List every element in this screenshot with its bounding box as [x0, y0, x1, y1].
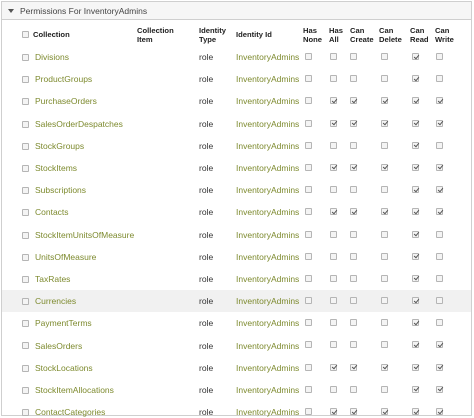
- table-row[interactable]: [2, 290, 471, 312]
- can-read-checkbox[interactable]: [412, 386, 419, 393]
- row-select-checkbox[interactable]: [22, 365, 29, 372]
- can-delete-checkbox[interactable]: [381, 120, 388, 127]
- has-none-checkbox[interactable]: [305, 53, 312, 60]
- has-none-checkbox[interactable]: [305, 364, 312, 371]
- can-delete-checkbox[interactable]: [381, 231, 388, 238]
- can-create-checkbox[interactable]: [350, 53, 357, 60]
- header-has-all[interactable]: Has All: [329, 26, 343, 44]
- can-delete-checkbox[interactable]: [381, 408, 388, 415]
- has-none-checkbox[interactable]: [305, 186, 312, 193]
- has-all-checkbox[interactable]: [330, 253, 337, 260]
- can-write-checkbox[interactable]: [436, 164, 443, 171]
- identity-id-link[interactable]: InventoryAdmins: [236, 251, 300, 262]
- has-none-checkbox[interactable]: [305, 319, 312, 326]
- collection-link[interactable]: ProductGroups: [35, 74, 93, 85]
- identity-type-cell: role: [199, 296, 214, 307]
- can-create-checkbox[interactable]: [350, 120, 357, 127]
- can-write-checkbox[interactable]: [436, 120, 443, 127]
- can-create-checkbox[interactable]: [350, 208, 357, 215]
- identity-id-link[interactable]: InventoryAdmins: [236, 229, 300, 240]
- collection-link[interactable]: StockItems: [35, 163, 78, 174]
- has-all-checkbox[interactable]: [330, 341, 337, 348]
- identity-type-cell: role: [199, 273, 214, 284]
- row-select-checkbox[interactable]: [22, 232, 29, 239]
- identity-id-link[interactable]: InventoryAdmins: [236, 52, 300, 63]
- can-delete-checkbox[interactable]: [381, 275, 388, 282]
- has-none-checkbox[interactable]: [305, 208, 312, 215]
- can-read-checkbox[interactable]: [412, 231, 419, 238]
- table-row[interactable]: [2, 68, 471, 90]
- can-read-checkbox[interactable]: [412, 253, 419, 260]
- has-all-checkbox[interactable]: [330, 97, 337, 104]
- can-create-checkbox[interactable]: [350, 341, 357, 348]
- caret-down-icon[interactable]: [8, 9, 14, 13]
- can-read-checkbox[interactable]: [412, 319, 419, 326]
- table-row[interactable]: [2, 157, 471, 179]
- row-select-checkbox[interactable]: [22, 387, 29, 394]
- identity-type-cell: role: [199, 340, 214, 351]
- can-write-checkbox[interactable]: [436, 53, 443, 60]
- header-identity-type[interactable]: Identity Type: [199, 26, 227, 44]
- identity-id-link[interactable]: InventoryAdmins: [236, 384, 300, 395]
- identity-type-cell: role: [199, 96, 214, 107]
- collection-link[interactable]: PurchaseOrders: [35, 96, 97, 107]
- identity-type-cell: role: [199, 140, 214, 151]
- has-all-checkbox[interactable]: [330, 186, 337, 193]
- table-row[interactable]: [2, 135, 471, 157]
- has-none-checkbox[interactable]: [305, 253, 312, 260]
- collection-link[interactable]: ContactCategories: [35, 407, 106, 418]
- can-create-checkbox[interactable]: [350, 142, 357, 149]
- identity-type-cell: role: [199, 362, 214, 373]
- has-none-checkbox[interactable]: [305, 275, 312, 282]
- can-write-checkbox[interactable]: [436, 208, 443, 215]
- has-none-checkbox[interactable]: [305, 408, 312, 415]
- table-row[interactable]: [2, 268, 471, 290]
- row-select-checkbox[interactable]: [22, 320, 29, 327]
- has-none-checkbox[interactable]: [305, 75, 312, 82]
- can-read-checkbox[interactable]: [412, 186, 419, 193]
- can-delete-checkbox[interactable]: [381, 53, 388, 60]
- can-create-checkbox[interactable]: [350, 231, 357, 238]
- has-none-checkbox[interactable]: [305, 231, 312, 238]
- identity-id-link[interactable]: InventoryAdmins: [236, 118, 300, 129]
- row-select-checkbox[interactable]: [22, 209, 29, 216]
- table-row[interactable]: [2, 113, 471, 135]
- table-row[interactable]: [2, 379, 471, 401]
- can-write-checkbox[interactable]: [436, 408, 443, 415]
- identity-id-link[interactable]: InventoryAdmins: [236, 74, 300, 85]
- identity-type-cell: role: [199, 207, 214, 218]
- select-all-checkbox[interactable]: [22, 31, 29, 38]
- header-can-delete[interactable]: Can Delete: [379, 26, 402, 44]
- table-row[interactable]: [2, 46, 471, 68]
- table-row[interactable]: [2, 334, 471, 356]
- can-create-checkbox[interactable]: [350, 364, 357, 371]
- identity-type-cell: role: [199, 229, 214, 240]
- collection-link[interactable]: UnitsOfMeasure: [35, 251, 97, 262]
- table-row[interactable]: [2, 357, 471, 379]
- collection-link[interactable]: TaxRates: [35, 273, 71, 284]
- can-delete-checkbox[interactable]: [381, 386, 388, 393]
- has-none-checkbox[interactable]: [305, 386, 312, 393]
- row-select-checkbox[interactable]: [22, 76, 29, 83]
- can-create-checkbox[interactable]: [350, 386, 357, 393]
- has-all-checkbox[interactable]: [330, 408, 337, 415]
- can-create-checkbox[interactable]: [350, 75, 357, 82]
- has-none-checkbox[interactable]: [305, 120, 312, 127]
- header-has-none[interactable]: Has None: [303, 26, 322, 44]
- row-select-checkbox[interactable]: [22, 54, 29, 61]
- identity-type-cell: role: [199, 251, 214, 262]
- can-delete-checkbox[interactable]: [381, 142, 388, 149]
- row-select-checkbox[interactable]: [22, 121, 29, 128]
- row-select-checkbox[interactable]: [22, 165, 29, 172]
- has-none-checkbox[interactable]: [305, 297, 312, 304]
- can-delete-checkbox[interactable]: [381, 253, 388, 260]
- can-create-checkbox[interactable]: [350, 186, 357, 193]
- identity-id-link[interactable]: InventoryAdmins: [236, 273, 300, 284]
- collection-link[interactable]: StockLocations: [35, 362, 93, 373]
- has-all-checkbox[interactable]: [330, 364, 337, 371]
- can-delete-checkbox[interactable]: [381, 186, 388, 193]
- row-select-checkbox[interactable]: [22, 409, 29, 416]
- can-delete-checkbox[interactable]: [381, 341, 388, 348]
- can-read-checkbox[interactable]: [412, 97, 419, 104]
- can-read-checkbox[interactable]: [412, 53, 419, 60]
- has-all-checkbox[interactable]: [330, 231, 337, 238]
- can-write-checkbox[interactable]: [436, 386, 443, 393]
- header-collection[interactable]: Collection: [33, 30, 70, 39]
- row-select-checkbox[interactable]: [22, 187, 29, 194]
- header-collection-item[interactable]: Collection Item: [137, 26, 174, 44]
- header-can-write[interactable]: Can Write: [435, 26, 454, 44]
- has-none-checkbox[interactable]: [305, 142, 312, 149]
- has-all-checkbox[interactable]: [330, 275, 337, 282]
- table-row[interactable]: [2, 179, 471, 201]
- can-read-checkbox[interactable]: [412, 275, 419, 282]
- row-select-checkbox[interactable]: [22, 254, 29, 261]
- collection-link[interactable]: SalesOrderDespatches: [35, 118, 123, 129]
- identity-id-link[interactable]: InventoryAdmins: [236, 140, 300, 151]
- has-all-checkbox[interactable]: [330, 386, 337, 393]
- can-read-checkbox[interactable]: [412, 341, 419, 348]
- table-row[interactable]: [2, 201, 471, 223]
- table-body: [2, 46, 471, 418]
- has-all-checkbox[interactable]: [330, 208, 337, 215]
- can-read-checkbox[interactable]: [412, 164, 419, 171]
- header-can-create[interactable]: Can Create: [350, 26, 374, 44]
- can-read-checkbox[interactable]: [412, 208, 419, 215]
- can-read-checkbox[interactable]: [412, 75, 419, 82]
- table-header: [2, 22, 471, 46]
- table-row[interactable]: [2, 312, 471, 334]
- identity-type-cell: role: [199, 118, 214, 129]
- collection-link[interactable]: Contacts: [35, 207, 69, 218]
- collection-link[interactable]: Subscriptions: [35, 185, 87, 196]
- has-all-checkbox[interactable]: [330, 53, 337, 60]
- can-delete-checkbox[interactable]: [381, 75, 388, 82]
- table-row[interactable]: [2, 246, 471, 268]
- row-select-checkbox[interactable]: [22, 98, 29, 105]
- identity-id-link[interactable]: InventoryAdmins: [236, 318, 300, 329]
- can-delete-checkbox[interactable]: [381, 97, 388, 104]
- has-all-checkbox[interactable]: [330, 164, 337, 171]
- identity-type-cell: role: [199, 52, 214, 63]
- table-row[interactable]: [2, 401, 471, 418]
- identity-type-cell: role: [199, 185, 214, 196]
- can-create-checkbox[interactable]: [350, 164, 357, 171]
- has-all-checkbox[interactable]: [330, 75, 337, 82]
- collection-link[interactable]: StockItemUnitsOfMeasure: [35, 229, 135, 240]
- header-can-read[interactable]: Can Read: [410, 26, 429, 44]
- identity-id-link[interactable]: InventoryAdmins: [236, 96, 300, 107]
- can-write-checkbox[interactable]: [436, 97, 443, 104]
- has-none-checkbox[interactable]: [305, 97, 312, 104]
- can-write-checkbox[interactable]: [436, 142, 443, 149]
- identity-type-cell: role: [199, 74, 214, 85]
- can-write-checkbox[interactable]: [436, 275, 443, 282]
- collection-link[interactable]: Divisions: [35, 52, 70, 63]
- can-write-checkbox[interactable]: [436, 297, 443, 304]
- identity-id-link[interactable]: InventoryAdmins: [236, 296, 300, 307]
- can-read-checkbox[interactable]: [412, 142, 419, 149]
- permissions-panel: [1, 1, 472, 416]
- can-delete-checkbox[interactable]: [381, 319, 388, 326]
- identity-id-link[interactable]: InventoryAdmins: [236, 407, 300, 418]
- has-none-checkbox[interactable]: [305, 164, 312, 171]
- can-create-checkbox[interactable]: [350, 253, 357, 260]
- collection-link[interactable]: PaymentTerms: [35, 318, 92, 329]
- can-write-checkbox[interactable]: [436, 253, 443, 260]
- row-select-checkbox[interactable]: [22, 298, 29, 305]
- collection-link[interactable]: Currencies: [35, 296, 77, 307]
- identity-id-link[interactable]: InventoryAdmins: [236, 362, 300, 373]
- can-create-checkbox[interactable]: [350, 408, 357, 415]
- identity-id-link[interactable]: InventoryAdmins: [236, 163, 300, 174]
- can-read-checkbox[interactable]: [412, 297, 419, 304]
- can-read-checkbox[interactable]: [412, 408, 419, 415]
- identity-type-cell: role: [199, 407, 214, 418]
- panel-title: Permissions For InventoryAdmins: [20, 5, 148, 16]
- permissions-table: [2, 22, 471, 418]
- identity-type-cell: role: [199, 384, 214, 395]
- can-delete-checkbox[interactable]: [381, 164, 388, 171]
- collection-link[interactable]: StockItemAllocations: [35, 384, 114, 395]
- collection-link[interactable]: StockGroups: [35, 140, 85, 151]
- identity-type-cell: role: [199, 163, 214, 174]
- can-delete-checkbox[interactable]: [381, 364, 388, 371]
- can-write-checkbox[interactable]: [436, 75, 443, 82]
- can-create-checkbox[interactable]: [350, 319, 357, 326]
- panel-header[interactable]: [2, 2, 471, 20]
- header-identity-id[interactable]: Identity Id: [236, 30, 272, 39]
- identity-id-link[interactable]: InventoryAdmins: [236, 185, 300, 196]
- can-create-checkbox[interactable]: [350, 97, 357, 104]
- can-create-checkbox[interactable]: [350, 275, 357, 282]
- can-read-checkbox[interactable]: [412, 364, 419, 371]
- collection-link[interactable]: SalesOrders: [35, 340, 83, 351]
- table-row[interactable]: [2, 90, 471, 112]
- can-write-checkbox[interactable]: [436, 364, 443, 371]
- can-delete-checkbox[interactable]: [381, 208, 388, 215]
- can-write-checkbox[interactable]: [436, 341, 443, 348]
- can-write-checkbox[interactable]: [436, 186, 443, 193]
- can-create-checkbox[interactable]: [350, 297, 357, 304]
- identity-type-cell: role: [199, 318, 214, 329]
- has-all-checkbox[interactable]: [330, 142, 337, 149]
- row-select-checkbox[interactable]: [22, 143, 29, 150]
- table-row[interactable]: [2, 224, 471, 246]
- can-write-checkbox[interactable]: [436, 231, 443, 238]
- has-all-checkbox[interactable]: [330, 120, 337, 127]
- identity-id-link[interactable]: InventoryAdmins: [236, 340, 300, 351]
- has-all-checkbox[interactable]: [330, 297, 337, 304]
- can-write-checkbox[interactable]: [436, 319, 443, 326]
- has-none-checkbox[interactable]: [305, 341, 312, 348]
- row-select-checkbox[interactable]: [22, 342, 29, 349]
- can-delete-checkbox[interactable]: [381, 297, 388, 304]
- identity-id-link[interactable]: InventoryAdmins: [236, 207, 300, 218]
- can-read-checkbox[interactable]: [412, 120, 419, 127]
- row-select-checkbox[interactable]: [22, 276, 29, 283]
- has-all-checkbox[interactable]: [330, 319, 337, 326]
